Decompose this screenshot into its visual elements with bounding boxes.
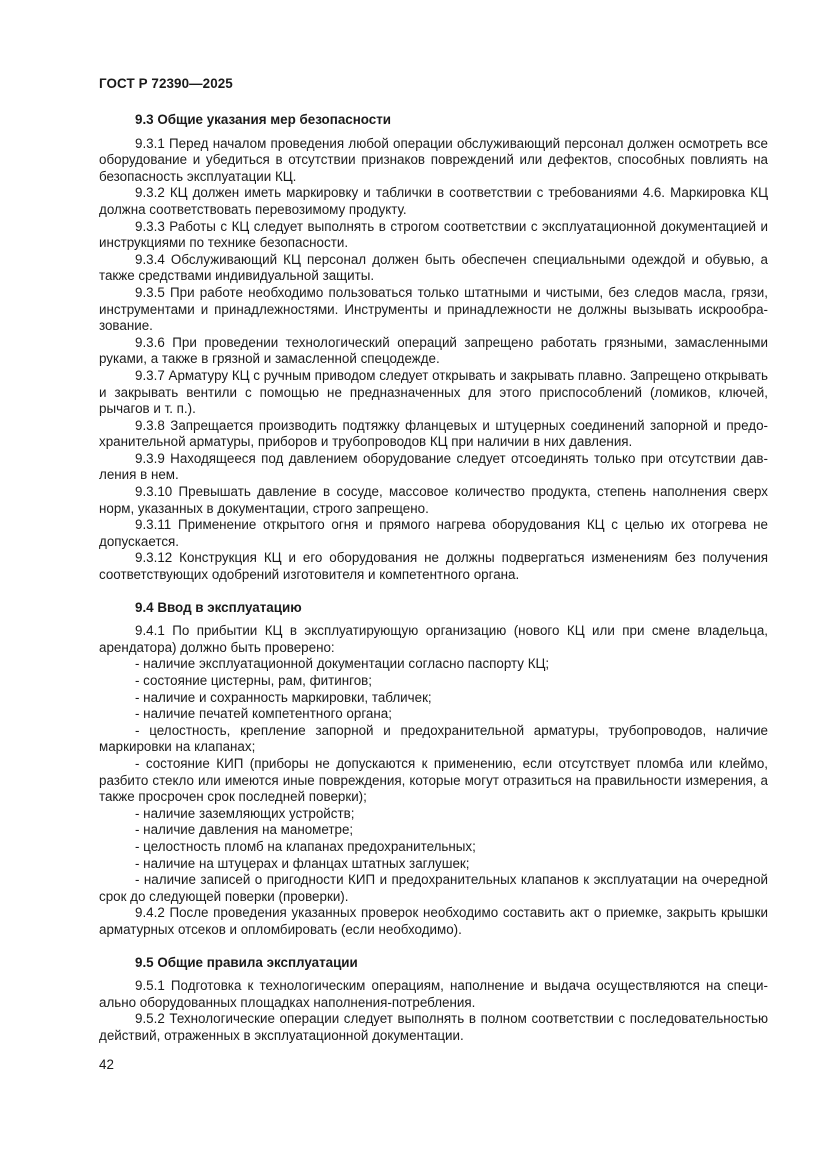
document-header: ГОСТ Р 72390—2025 bbox=[99, 76, 233, 91]
section-title-9-3: 9.3 Общие указания мер безопасности bbox=[135, 112, 392, 127]
list-item: - состояние КИП (приборы не допускаются к применению, если отсутствует пломба или клеймо, разбито стекло или имеются иные повреждения, которые могут отразиться на правильности измерения, а также просрочен срок последней поверки); bbox=[99, 755, 768, 805]
list-item: - наличие заземляющих устройств; bbox=[135, 805, 355, 821]
paragraph-9-3-5: 9.3.5 При работе необходимо пользоваться только штатными и чистыми, без следов масла, грязи, инструментами и принадлежностями. Инструменты и принадлежности не должны вызывать искрообразование. bbox=[99, 284, 768, 334]
paragraph-9-4-2: 9.4.2 После проведения указанных проверок необходимо составить акт о приемке, закрыть крышки арматурных отсеков и опломбировать (если необходимо). bbox=[99, 905, 768, 937]
page-number: 42 bbox=[99, 1057, 114, 1072]
section-title-9-5: 9.5 Общие правила эксплуатации bbox=[135, 954, 358, 970]
paragraph-9-3-6: 9.3.6 При проведении технологический операций запрещено работать грязными, замасленными руками, а также в грязной и замасленной спецодежде. bbox=[99, 334, 768, 367]
section-spacer bbox=[99, 584, 768, 594]
section-spacer bbox=[99, 939, 768, 949]
paragraph-9-5-1: 9.5.1 Подготовка к технологическим операциям, наполнение и выдача осуществляются на специально оборудованных площадках наполнения-потребления. bbox=[99, 978, 768, 1010]
paragraph-9-3-9: 9.3.9 Находящееся под давлением оборудование следует отсоединять только при отсутствии давления в нем. bbox=[99, 450, 768, 483]
paragraph-9-3-12: 9.3.12 Конструкция КЦ и его оборудования не должны подвергаться изменениям без получения соответствующих одобрений изготовителя и компетентного органа. bbox=[99, 550, 768, 583]
paragraph-9-3-3: 9.3.3 Работы с КЦ следует выполнять в строгом соответствии с эксплуатационной документацией и инструкциями по технике безопасности. bbox=[99, 218, 768, 251]
list-item: - наличие записей о пригодности КИП и предохранительных клапанов к эксплуатации на очередной срок до следующей поверки (проверки). bbox=[99, 872, 768, 904]
list-item: - наличие эксплуатационной документации согласно паспорту КЦ; bbox=[135, 656, 550, 672]
paragraph-9-3-2: 9.3.2 КЦ должен иметь маркировку и таблички в соответствии с требованиями 4.6. Маркировка КЦ должна соответствовать перевозимому продукту. bbox=[99, 185, 768, 217]
section-title-9-4: 9.4 Ввод в эксплуатацию bbox=[135, 599, 302, 615]
paragraph-9-3-7: 9.3.7 Арматуру КЦ с ручным приводом следует открывать и закрывать плавно. Запрещено открывать и закрывать вентили с помощью не предназначенных для этого приспособлений (ломиков, ключей, рычагов и т. п.). bbox=[99, 367, 768, 417]
list-item: - состояние цистерны, рам, фитингов; bbox=[135, 673, 372, 688]
paragraph-9-5-2: 9.5.2 Технологические операции следует выполнять в полном соответствии с последовательностью действий, отраженных в эксплуатационной документации. bbox=[99, 1011, 768, 1043]
list-item: - наличие на штуцерах и фланцах штатных заглушек; bbox=[135, 855, 470, 871]
paragraph-9-3-8: 9.3.8 Запрещается производить подтяжку фланцевых и штуцерных соединений запорной и предохранительной арматуры, приборов и трубопроводов КЦ при наличии в них давления. bbox=[99, 417, 768, 450]
paragraph-9-3-4: 9.3.4 Обслуживающий КЦ персонал должен быть обеспечен специальными одеждой и обувью, а также средствами индивидуальной защиты. bbox=[99, 251, 768, 284]
list-item: - целостность, крепление запорной и предохранительной арматуры, трубопроводов, наличие маркировки на клапанах; bbox=[99, 722, 768, 755]
paragraph-9-3-1: 9.3.1 Перед началом проведения любой операции обслуживающий персонал должен осмотреть все оборудование и убедиться в отсутствии признаков повреждений или дефектов, способных повлиять на безопасность эксплуатации КЦ. bbox=[99, 135, 768, 184]
list-item: - целостность пломб на клапанах предохранительных; bbox=[135, 838, 476, 854]
list-item: - наличие печатей компетентного органа; bbox=[135, 706, 392, 722]
list-item: - наличие и сохранность маркировки, табличек; bbox=[135, 689, 432, 705]
document-body bbox=[99, 112, 768, 1044]
paragraph-9-4-1: 9.4.1 По прибытии КЦ в эксплуатирующую организацию (нового КЦ или при смене владельца, арендатора) должно быть проверено: bbox=[99, 623, 768, 655]
list-item: - наличие давления на манометре; bbox=[135, 822, 354, 838]
paragraph-9-3-10: 9.3.10 Превышать давление в сосуде, массовое количество продукта, степень наполнения сверх норм, указанных в документации, строго запрещено. bbox=[99, 484, 768, 516]
paragraph-9-3-11: 9.3.11 Применение открытого огня и прямого нагрева оборудования КЦ с целью их отогрева не допускается. bbox=[99, 517, 768, 549]
